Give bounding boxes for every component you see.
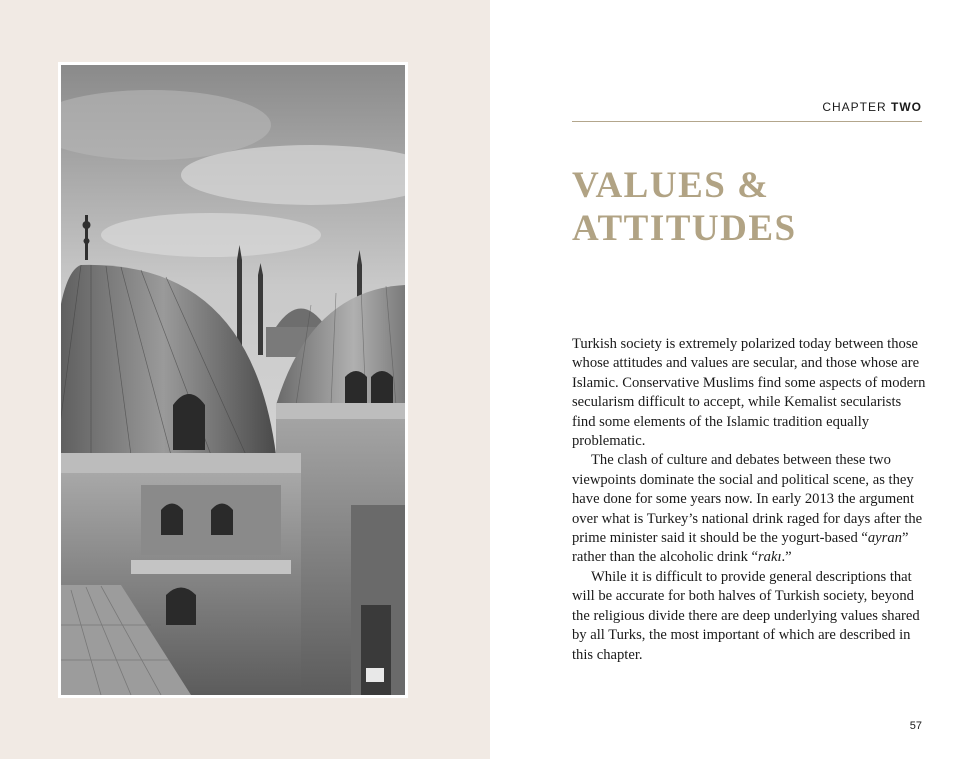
term-ayran: ayran xyxy=(867,530,902,547)
chapter-word: CHAPTER xyxy=(822,100,887,114)
body-text xyxy=(572,335,928,665)
chapter-label xyxy=(822,100,922,114)
paragraph-2-text-c: .” xyxy=(781,549,792,566)
paragraph-2-text-a: The clash of culture and debates between these two viewpoints dominate the social and political scene, as they have done for some years now. In early 2013 the argument over what is Turkey’s national drink raged for days after the prime minister said it should be the yogurt-based “ xyxy=(572,452,923,547)
chapter-title-line-2: ATTITUDES xyxy=(572,208,797,249)
paragraph-2-text-b: ” rather than the alcoholic drink “ xyxy=(572,530,909,566)
right-page xyxy=(490,0,980,759)
paragraph-1: Turkish society is extremely polarized today between those whose attitudes and values are secular, and those whose are Islamic. Conservative Muslims find some aspects of modern secularism difficult to accept, while Kemalist secularists find some elements of the Islamic tradition equally problematic. xyxy=(572,336,926,450)
chapter-title xyxy=(572,164,932,250)
paragraph-2 xyxy=(572,451,928,567)
paragraph-3: While it is difficult to provide general descriptions that will be accurate for both halves of Turkish society, beyond the religious divide there are deep underlying values shared by all Turks, the most important of which are described in this chapter. xyxy=(572,568,920,663)
mosque-domes-image xyxy=(61,65,405,695)
page-number: 57 xyxy=(909,720,922,732)
chapter-divider xyxy=(572,121,922,122)
chapter-title-line-1: VALUES & xyxy=(572,165,770,206)
chapter-number: TWO xyxy=(891,100,922,114)
term-raki: rakı xyxy=(758,549,782,566)
mosque-photo xyxy=(58,62,408,698)
